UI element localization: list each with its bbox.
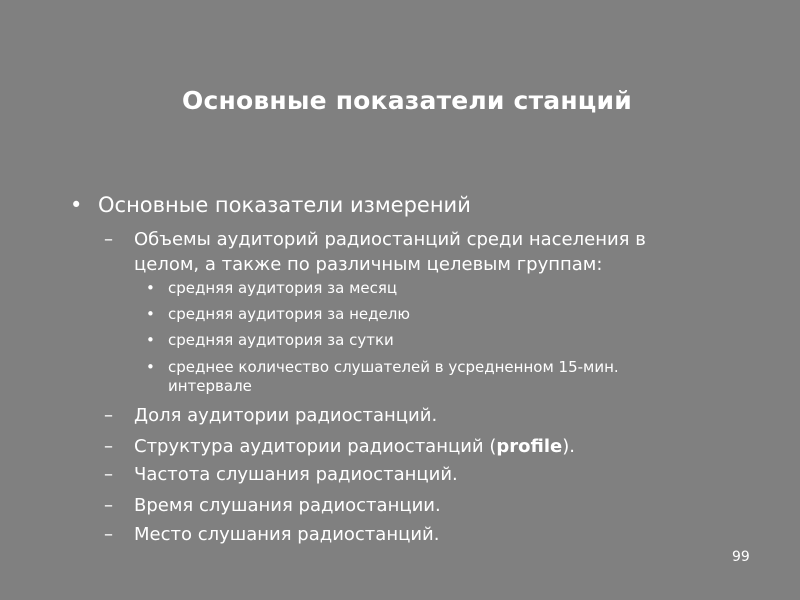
sub-bullet-marker: • bbox=[146, 331, 155, 349]
dash-marker: – bbox=[104, 524, 113, 545]
sub-bullet-text: средняя аудитория за месяц bbox=[168, 279, 398, 297]
dash-item-text bbox=[134, 436, 575, 457]
dash-marker: – bbox=[104, 436, 113, 457]
dash-item bbox=[104, 434, 694, 459]
dash-item-text: Место слушания радиостанций. bbox=[134, 524, 440, 545]
dash-marker: – bbox=[104, 229, 113, 250]
sub-bullet-marker: • bbox=[146, 279, 155, 297]
sub-bullet-item bbox=[146, 279, 708, 298]
dash-item-text: Время слушания радиостанции. bbox=[134, 495, 441, 516]
dash-item-text-part: ). bbox=[562, 436, 575, 457]
bullet-item bbox=[70, 193, 471, 217]
dash-item-text: Частота слушания радиостанций. bbox=[134, 464, 458, 485]
sub-bullet-text: средняя аудитория за сутки bbox=[168, 331, 394, 349]
dash-item bbox=[104, 493, 694, 518]
dash-marker: – bbox=[104, 464, 113, 485]
sub-bullet-item bbox=[146, 358, 698, 396]
dash-item bbox=[104, 403, 694, 428]
page-number: 99 bbox=[732, 549, 750, 565]
bullet-marker: • bbox=[70, 193, 83, 217]
dash-item-bold-text: profile bbox=[496, 436, 563, 457]
bullet-text: Основные показатели измерений bbox=[98, 193, 471, 217]
slide-title: Основные показатели станций bbox=[182, 86, 632, 115]
sub-bullet-item bbox=[146, 305, 708, 324]
dash-item bbox=[104, 522, 694, 547]
dash-item-text: Объемы аудиторий радиостанций среди населения в целом, а также по различным целевым группам: bbox=[134, 229, 646, 275]
sub-bullet-text: среднее количество слушателей в усредненном 15-мин. интервале bbox=[168, 358, 619, 395]
dash-item-text: Доля аудитории радиостанций. bbox=[134, 405, 438, 426]
sub-bullet-marker: • bbox=[146, 358, 155, 376]
dash-item bbox=[104, 462, 694, 487]
sub-bullet-text: средняя аудитория за неделю bbox=[168, 305, 410, 323]
sub-bullet-marker: • bbox=[146, 305, 155, 323]
dash-marker: – bbox=[104, 495, 113, 516]
sub-bullet-item bbox=[146, 331, 708, 350]
dash-marker: – bbox=[104, 405, 113, 426]
dash-item-text-part: Структура аудитории радиостанций ( bbox=[134, 436, 497, 457]
dash-item-audience bbox=[104, 227, 694, 277]
